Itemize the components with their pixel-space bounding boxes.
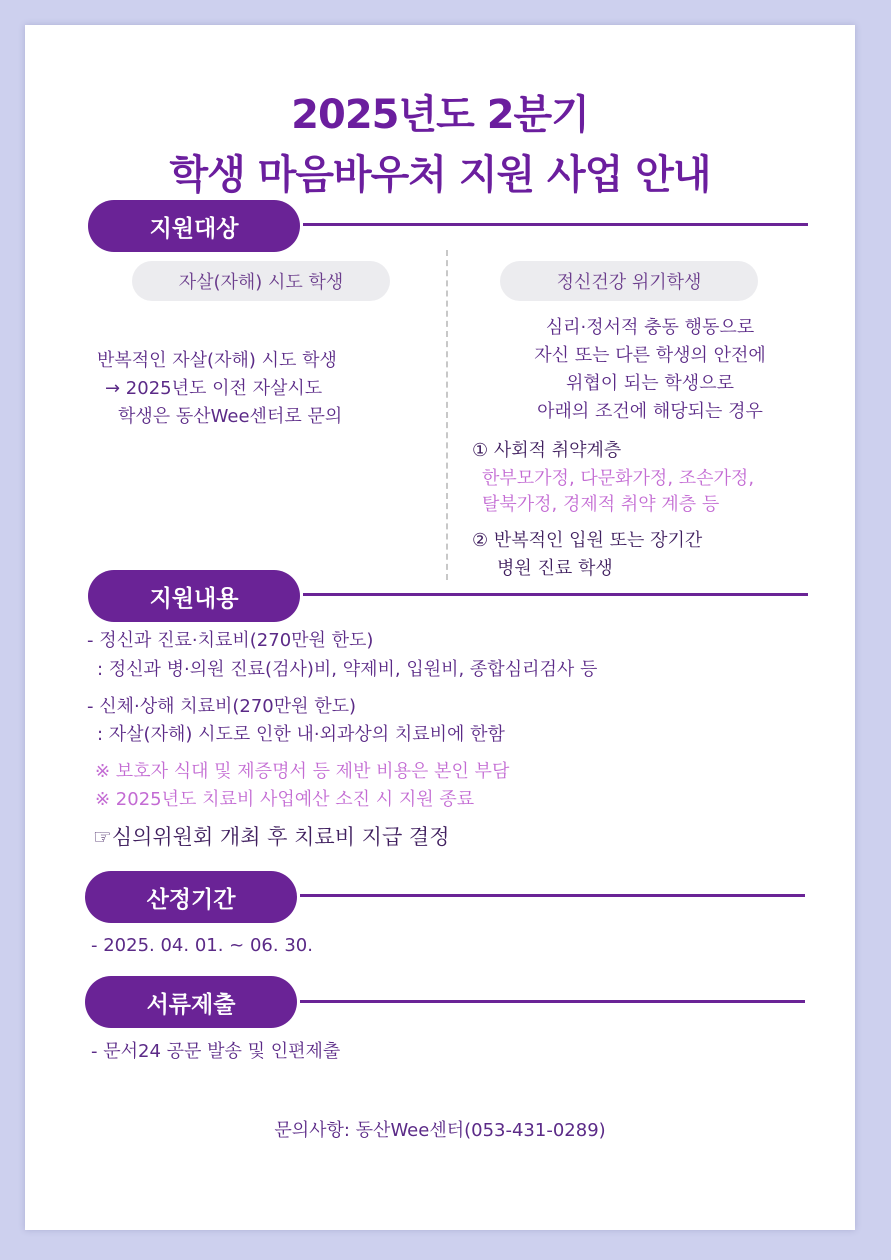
left-line: 학생은 동산Wee센터로 문의 <box>118 406 343 427</box>
left-line: 반복적인 자살(자해) 시도 학생 <box>97 350 337 371</box>
contact-info: 문의사항: 동산Wee센터(053-431-0289) <box>274 1120 606 1141</box>
section-divider <box>300 1000 805 1003</box>
note-line: ※ 보호자 식대 및 제증명서 등 제반 비용은 본인 부담 <box>95 761 510 782</box>
left-line: → 2025년도 이전 자살시도 <box>105 378 323 399</box>
right-line: 아래의 조건에 해당되는 경우 <box>537 401 763 422</box>
section-documents-header: 서류제출 <box>85 976 297 1028</box>
section-divider <box>303 593 808 596</box>
condition-1-detail: 탈북가정, 경제적 취약 계층 등 <box>482 494 720 515</box>
section-divider <box>303 223 808 226</box>
target-tag-mental-crisis: 정신건강 위기학생 <box>500 261 758 301</box>
condition-1: ① 사회적 취약계층 <box>472 440 622 461</box>
period-text: - 2025. 04. 01. ~ 06. 30. <box>91 935 313 956</box>
title-line-2: 학생 마음바우처 지원 사업 안내 <box>169 152 711 198</box>
right-line: 심리·정서적 충동 행동으로 <box>545 317 755 338</box>
section-content-header: 지원내용 <box>88 570 300 622</box>
target-tag-self-harm: 자살(자해) 시도 학생 <box>132 261 390 301</box>
content-line: - 정신과 진료·치료비(270만원 한도) <box>87 630 374 651</box>
condition-2: 병원 진료 학생 <box>497 558 613 579</box>
content-line: : 정신과 병·의원 진료(검사)비, 약제비, 입원비, 종합심리검사 등 <box>97 659 598 680</box>
content-line: - 신체·상해 치료비(270만원 한도) <box>87 696 357 717</box>
decision-note: ☞심의위원회 개최 후 치료비 지급 결정 <box>93 825 450 849</box>
condition-2: ② 반복적인 입원 또는 장기간 <box>472 530 703 551</box>
condition-1-detail: 한부모가정, 다문화가정, 조손가정, <box>482 468 755 489</box>
section-target-header: 지원대상 <box>88 200 300 252</box>
right-line: 위협이 되는 학생으로 <box>566 373 734 394</box>
title-line-1: 2025년도 2분기 <box>291 92 589 138</box>
poster <box>25 25 855 1230</box>
column-divider <box>446 250 448 580</box>
content-line: : 자살(자해) 시도로 인한 내·외과상의 치료비에 한함 <box>97 724 505 745</box>
section-period-header: 산정기간 <box>85 871 297 923</box>
note-line: ※ 2025년도 치료비 사업예산 소진 시 지원 종료 <box>95 789 475 810</box>
right-line: 자신 또는 다른 학생의 안전에 <box>534 345 766 366</box>
documents-text: - 문서24 공문 발송 및 인편제출 <box>91 1041 341 1062</box>
section-divider <box>300 894 805 897</box>
